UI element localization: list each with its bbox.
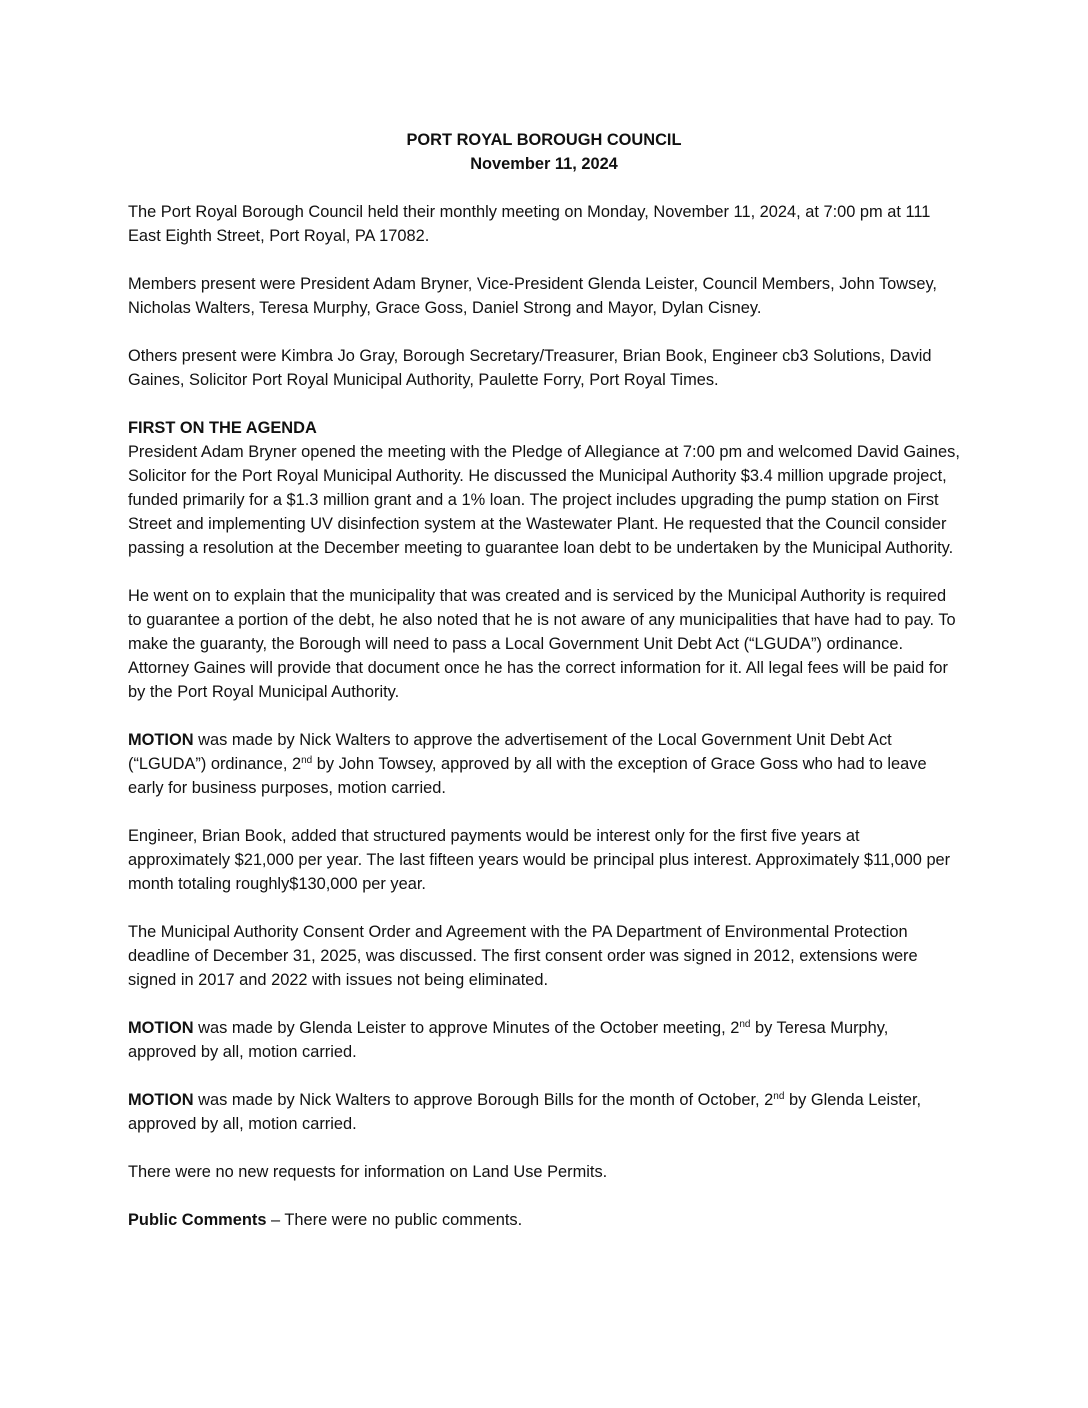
motion-minutes-text-b: by Teresa Murphy, approved by all, motion carried. xyxy=(128,1019,889,1061)
guaranty-paragraph: He went on to explain that the municipality that was created and is serviced by the Municipal Authority is required to guarantee a portion of the debt, he also noted that he is not aware of any municipalities that have had to pay. To make the guaranty, the Borough will need to pass a Local Government Unit Debt Act (“LGUDA”) ordinance. Attorney Gaines will provide that document once he has the correct information for it. All legal fees will be paid for by the Port Royal Municipal Authority. xyxy=(128,587,956,701)
document-title: PORT ROYAL BOROUGH COUNCIL xyxy=(406,131,682,149)
motion-bills-text-b: by Glenda Leister, approved by all, motion carried. xyxy=(128,1091,922,1133)
public-comments-label: Public Comments xyxy=(128,1211,267,1229)
motion-label: MOTION xyxy=(128,1091,194,1109)
motion-minutes-paragraph xyxy=(128,1016,960,1064)
motion-bills-text-a: was made by Nick Walters to approve Borough Bills for the month of October, 2 xyxy=(193,1091,774,1109)
public-comments-text: – There were no public comments. xyxy=(266,1211,523,1229)
document-header xyxy=(128,128,960,176)
agenda-heading: FIRST ON THE AGENDA xyxy=(128,419,317,437)
motion-lguda-paragraph xyxy=(128,728,960,800)
document-content xyxy=(128,128,960,1256)
engineer-paragraph: Engineer, Brian Book, added that structured payments would be interest only for the first five years at approximately $21,000 per year. The last fifteen years would be principal plus interest. Approximately $11,000 per month totaling roughly$130,000 per year. xyxy=(128,827,951,893)
public-comments-paragraph xyxy=(128,1208,960,1232)
ordinal-suffix: nd xyxy=(739,1019,751,1030)
others-present-paragraph: Others present were Kimbra Jo Gray, Borough Secretary/Treasurer, Brian Book, Engineer cb3 Solutions, David Gaines, Solicitor Port Royal Municipal Authority, Paulette Forry, Port Royal Times. xyxy=(128,347,932,389)
motion-label: MOTION xyxy=(128,1019,194,1037)
members-present-paragraph: Members present were President Adam Bryner, Vice-President Glenda Leister, Council Members, John Towsey, Nicholas Walters, Teresa Murphy, Grace Goss, Daniel Strong and Mayor, Dylan Cisney. xyxy=(128,275,937,317)
ordinal-suffix: nd xyxy=(301,755,313,766)
ordinal-suffix: nd xyxy=(773,1091,785,1102)
motion-lguda-text-a: was made by Nick Walters to approve the advertisement of the Local Government Unit Debt Act (“LGUDA”) ordinance, 2 xyxy=(128,731,892,773)
land-use-paragraph: There were no new requests for information on Land Use Permits. xyxy=(128,1163,608,1181)
motion-label: MOTION xyxy=(128,731,194,749)
meeting-date: November 11, 2024 xyxy=(470,155,618,173)
intro-paragraph: The Port Royal Borough Council held their monthly meeting on Monday, November 11, 2024, at 7:00 pm at 111 East Eighth Street, Port Royal, PA 17082. xyxy=(128,203,931,245)
motion-lguda-text-b: by John Towsey, approved by all with the exception of Grace Goss who had to leave early for business purposes, motion carried. xyxy=(128,755,927,797)
motion-bills-paragraph xyxy=(128,1088,960,1136)
motion-minutes-text-a: was made by Glenda Leister to approve Minutes of the October meeting, 2 xyxy=(193,1019,740,1037)
agenda-paragraph: President Adam Bryner opened the meeting with the Pledge of Allegiance at 7:00 pm and welcomed David Gaines, Solicitor for the Port Royal Municipal Authority. He discussed the Municipal Authority $3.4 million upgrade project, funded primarily for a $1.3 million grant and a 1% loan. The project includes upgrading the pump station on First Street and implementing UV disinfection system at the Wastewater Plant. He requested that the Council consider passing a resolution at the December meeting to guarantee loan debt to be undertaken by the Municipal Authority. xyxy=(128,443,960,557)
consent-order-paragraph: The Municipal Authority Consent Order and Agreement with the PA Department of Environmental Protection deadline of December 31, 2025, was discussed. The first consent order was signed in 2012, extensions were signed in 2017 and 2022 with issues not being eliminated. xyxy=(128,923,918,989)
